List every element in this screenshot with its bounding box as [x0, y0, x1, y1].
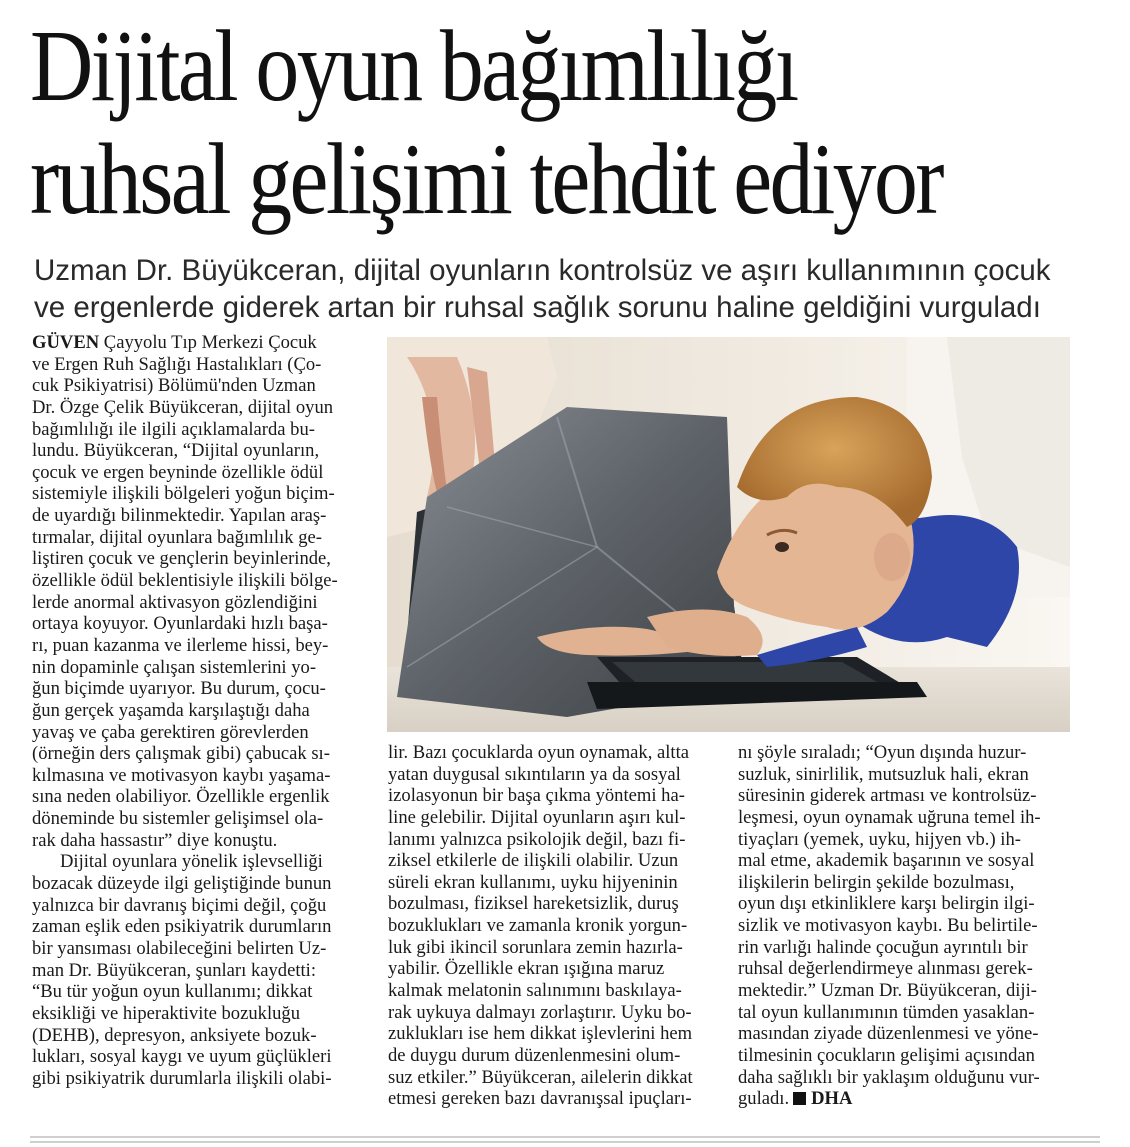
column-line: ve Ergen Ruh Sağlığı Hastalıkları (Ço- [32, 353, 322, 375]
column-line: tilmesinin çocukların gelişimi açısından [738, 1044, 1035, 1066]
column-line: man Dr. Büyükceran, şunları kaydetti: [32, 959, 316, 981]
square-bullet-icon [793, 1092, 806, 1105]
deck-line-1: Uzman Dr. Büyükceran, dijital oyunların kontrolsüz ve aşırı kullanımının çocuk [34, 254, 1051, 287]
column-line: bozuklukları ve zamanla kronik yorgun- [388, 915, 688, 937]
column-line: tiyaçları (yemek, uyku, hijyen vb.) ih- [738, 828, 1021, 850]
column-line: gibi psikiyatrik durumlarla ilişkili olabi- [32, 1067, 332, 1089]
column-line: yalnızca bir davranış biçimi değil, çoğu [32, 894, 327, 916]
column-line: Dr. Özge Çelik Büyükceran, dijital oyun [32, 396, 334, 418]
column-line: Dijital oyunlara yönelik işlevselliği [60, 851, 323, 873]
column-line: bağımlılığı ile ilgili açıklamalarda bu- [32, 418, 315, 440]
column-line: (örneğin ders çalışmak gibi) çabucak sı- [32, 743, 330, 765]
column-line: liştiren çocuk ve gençlerin beyinlerinde, [32, 548, 331, 570]
column-line: kalmak melatonin salınımını baskılaya- [388, 980, 682, 1002]
column-line: nin dopaminle çalışan sistemlerini yo- [32, 656, 317, 678]
column-line: süreli ekran kullanımı, uyku hijyeninin [388, 871, 678, 893]
column-line: de uyardığı bilinmektedir. Yapılan araş- [32, 505, 327, 527]
column-line: rak daha hassastır” diye konuştu. [32, 829, 278, 851]
column-line: kılmasına ve motivasyon kaybı yaşama- [32, 764, 331, 786]
article-column-3 [738, 742, 1083, 1110]
column-line: sistemiyle ilişkili bölgeleri yoğun biçim- [32, 483, 335, 505]
column-line: luk gibi ikincil sorunlara zemin hazırla- [388, 936, 683, 958]
column-line: sizlik ve motivasyon kaybı. Bu belirtile- [738, 915, 1038, 937]
column-line: ilişkilerin belirgin şekilde bozulması, [738, 871, 1015, 893]
column-line: lanımı yalnızca psikolojik değil, bazı fi- [388, 828, 686, 850]
column-line: ziksel etkilerle de ilişkili olabilir. Uzun [388, 850, 679, 872]
column-line: masından ziyade düzenlenmesi ve yöne- [738, 1023, 1039, 1045]
column-line: suz etkiler.” Büyükceran, ailelerin dikkat [388, 1066, 693, 1088]
column-line: ortaya koyuyor. Oyunlardaki hızlı başa- [32, 613, 328, 635]
column-line: süresinin giderek artması ve kontrolsüz- [738, 785, 1037, 807]
column-line: bir yansıması olabileceğini belirten Uz- [32, 937, 327, 959]
column-line: tal oyun kullanımının tümden yasaklan- [738, 1001, 1035, 1023]
column-line: yatan duygusal sıkıntıların ya da sosyal [388, 763, 681, 785]
column-line: sına neden olabiliyor. Özellikle ergenlik [32, 786, 330, 808]
column-line: lerde anormal aktivasyon gözlendiğini [32, 591, 318, 613]
column-line: lundu. Büyükceran, “Dijital oyunların, [32, 440, 320, 462]
column-line: lir. Bazı çocuklarda oyun oynamak, altta [388, 742, 690, 763]
boy-with-laptop-image [387, 337, 1070, 732]
column-line: ğun gerçek yaşamda karşılaştığı daha [32, 699, 310, 721]
column-line: mal etme, akademik başarının ve sosyal [738, 850, 1035, 872]
column-line: daha sağlıklı bir yaklaşım olduğunu vur- [738, 1066, 1040, 1088]
column-line: döneminde bu sistemler gelişimsel ola- [32, 808, 324, 830]
column-line: oyun dışı etkinliklere karşı belirgin ilgi- [738, 893, 1035, 915]
column-line: zuklukları ise hem dikkat işlevlerini hem [388, 1023, 693, 1045]
column-line: nı şöyle sıraladı; “Oyun dışında huzur- [738, 742, 1027, 763]
column-line: cuk Psikiyatrisi) Bölümü'nden Uzman [32, 375, 316, 397]
column-line: izolasyonun bir başa çıkma yöntemi ha- [388, 785, 685, 807]
article-column-1 [32, 332, 362, 1089]
column-1-lines [32, 354, 362, 1090]
column-line: “Bu tür yoğun oyun kullanımı; dikkat [32, 981, 313, 1003]
column-line: çocuk ve ergen beyninde özellikle ödül [32, 461, 324, 483]
headline-line-2: ruhsal gelişimi tehdit ediyor [30, 123, 942, 236]
column-line: leşmesi, oyun oynamak uğruna temel ih- [738, 806, 1041, 828]
column-line: rı, puan kazanma ve ilerleme hissi, bey- [32, 634, 329, 656]
article-photo [387, 337, 1070, 732]
column-line: bozulması, fiziksel hareketsizlik, duruş [388, 893, 679, 915]
dateline: GÜVEN [32, 332, 100, 353]
deck-subheadline [34, 252, 1114, 326]
column-line: tırmalar, dijital oyunlara bağımlılık ge- [32, 526, 322, 548]
column-line: eksikliği ve hiperaktivite bozukluğu [32, 1002, 301, 1024]
column-line: etmesi gereken bazı davranışsal ipuçları- [388, 1088, 692, 1110]
column-line [738, 1088, 1083, 1110]
column-2-lines [388, 742, 718, 1110]
agency-signature: DHA [811, 1088, 853, 1110]
column-line: ğun biçimde uyarıyor. Bu durum, çocu- [32, 678, 326, 700]
column-line: zaman eşlik eden psikiyatrik durumların [32, 916, 332, 938]
bottom-rule [30, 1136, 1100, 1138]
column-line: suzluk, sinirlilik, mutsuzluk hali, ekran [738, 763, 1029, 785]
column-line: yavaş ve çaba gerektiren görevlerden [32, 721, 309, 743]
article-column-2 [388, 742, 718, 1110]
column-line: (DEHB), depresyon, anksiyete bozuk- [32, 1024, 317, 1046]
column-line: özellikle ödül beklentisiyle ilişkili bölge- [32, 570, 338, 592]
deck-line-2: ve ergenlerde giderek artan bir ruhsal sağlık sorunu haline geldiğini vurguladı [34, 291, 1041, 324]
column-line: mektedir.” Uzman Dr. Büyükceran, diji- [738, 980, 1037, 1002]
column-line: bozacak düzeyde ilgi geliştiğinde bunun [32, 873, 332, 895]
column-line: ruhsal değerlendirmeye alınması gerek- [738, 958, 1033, 980]
headline [30, 10, 955, 236]
column-line [32, 332, 362, 354]
column-line-text: Çayyolu Tıp Merkezi Çocuk [99, 332, 317, 353]
column-line: line gelebilir. Dijital oyunların aşırı kul- [388, 806, 686, 828]
column-line-text: guladı. [738, 1088, 790, 1110]
column-line: rak uykuya dalmayı zorlaştırır. Uyku bo- [388, 1001, 692, 1023]
column-line: lukları, sosyal kaygı ve uyum güçlükleri [32, 1046, 332, 1068]
column-line: de duygu durum düzenlenmesini olum- [388, 1044, 681, 1066]
column-3-lines [738, 742, 1083, 1088]
headline-line-1: Dijital oyun bağımlılığı [30, 10, 797, 123]
bottom-rule [30, 1141, 1100, 1143]
column-line: yabilir. Özellikle ekran ışığına maruz [388, 958, 665, 980]
column-line: rin varlığı halinde çocuğun ayrıntılı bir [738, 936, 1028, 958]
